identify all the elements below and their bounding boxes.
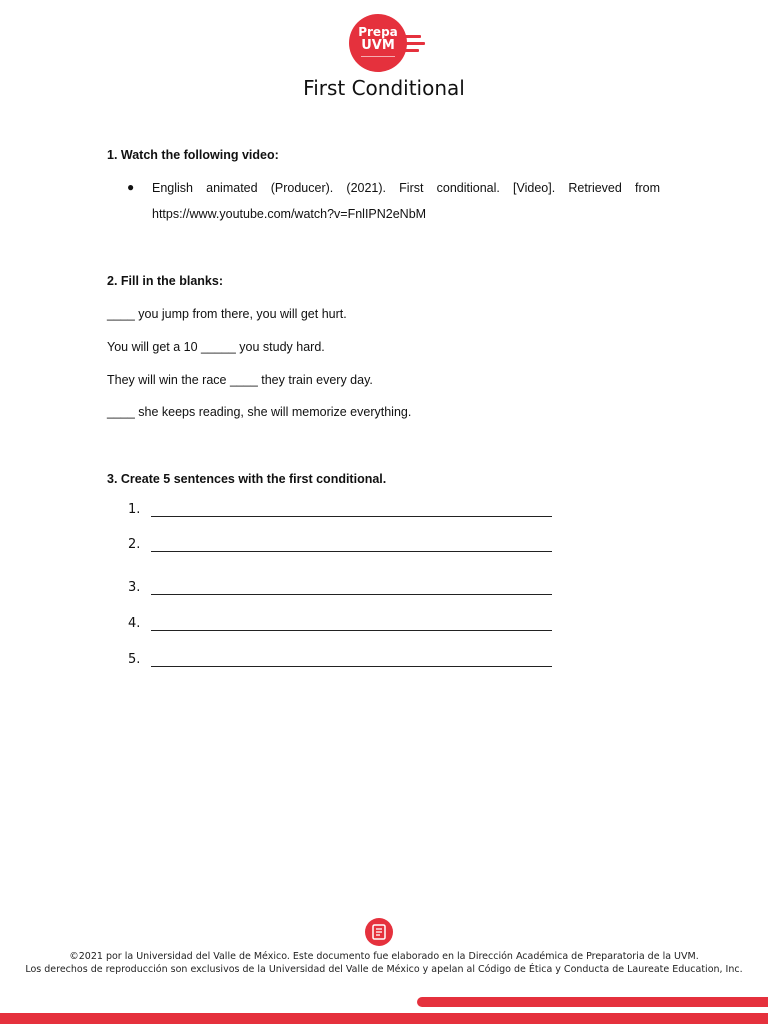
page-title: First Conditional	[303, 76, 465, 100]
footer-accent-bar-top	[417, 997, 768, 1007]
logo-text-line2: UVM	[361, 38, 395, 53]
fill-blank-sentence-1: ____ you jump from there, you will get hurt.	[107, 307, 347, 321]
answer-line-4[interactable]	[151, 630, 552, 631]
logo-circle	[349, 14, 407, 72]
logo-text-line1: Prepa	[358, 25, 398, 39]
logo-speed-lines	[403, 35, 425, 56]
answer-line-3[interactable]	[151, 594, 552, 595]
logo-rule	[361, 56, 395, 57]
video-reference-url[interactable]: https://www.youtube.com/watch?v=FnlIPN2eNbM	[152, 207, 427, 221]
footer-copyright-line1: ©2021 por la Universidad del Valle de México. Este documento fue elaborado en la Dirección Académica de Preparatoria de la UVM.	[69, 951, 699, 962]
section1-heading: 1. Watch the following video:	[107, 148, 279, 162]
prepa-uvm-logo	[349, 14, 431, 74]
bullet-dot: ●	[127, 180, 135, 194]
answer-number-5: 5.	[128, 652, 141, 667]
fill-blank-sentence-4: ____ she keeps reading, she will memorize everything.	[107, 405, 412, 419]
document-icon	[365, 918, 393, 946]
fill-blank-sentence-2: You will get a 10 _____ you study hard.	[107, 340, 325, 354]
answer-line-1[interactable]	[151, 516, 552, 517]
footer-accent-bar-bottom	[0, 1013, 768, 1024]
answer-number-1: 1.	[128, 502, 141, 517]
footer-copyright-line2: Los derechos de reproducción son exclusivos de la Universidad del Valle de México y apelan al Código de Ética y Conducta de Laureate Education, Inc.	[25, 964, 743, 975]
answer-number-3: 3.	[128, 580, 141, 595]
section2-heading: 2. Fill in the blanks:	[107, 274, 223, 288]
answer-number-2: 2.	[128, 537, 141, 552]
answer-line-5[interactable]	[151, 666, 552, 667]
answer-number-4: 4.	[128, 616, 141, 631]
section3-heading: 3. Create 5 sentences with the first conditional.	[107, 472, 387, 486]
answer-line-2[interactable]	[151, 551, 552, 552]
fill-blank-sentence-3: They will win the race ____ they train every day.	[107, 373, 373, 387]
video-reference-line1: English animated (Producer). (2021). First conditional. [Video]. Retrieved from	[152, 181, 660, 195]
